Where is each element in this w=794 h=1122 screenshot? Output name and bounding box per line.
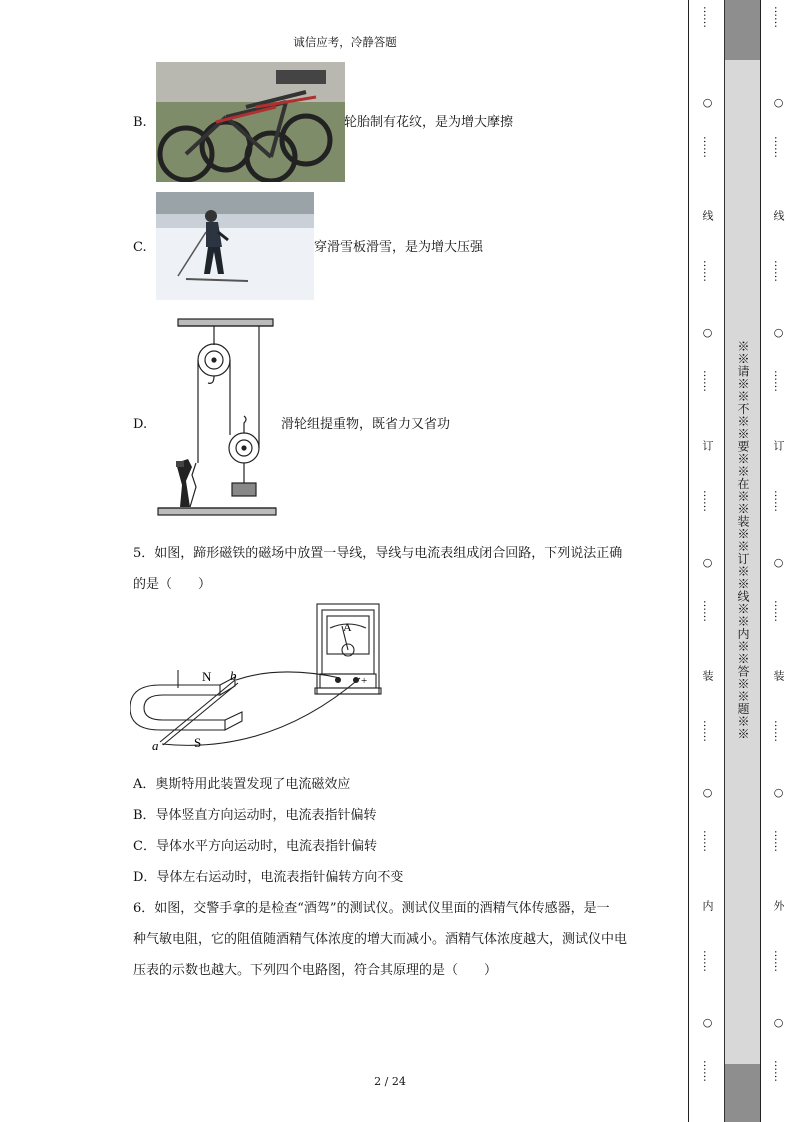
- q5-option-c: C．导体水平方向运动时，电流表指针偏转: [133, 839, 377, 854]
- outer-circle-5: ○: [772, 1016, 785, 1029]
- inner-mark-line: 线: [701, 210, 714, 221]
- q6-line1: 6．如图，交警手拿的是检查“酒驾”的测试仪。测试仪里面的酒精气体传感器，是一: [133, 901, 610, 916]
- binding-border-right: [760, 0, 761, 1122]
- inner-dots-6: ……: [701, 600, 714, 622]
- label-a: a: [152, 738, 159, 753]
- outer-circle-4: ○: [772, 786, 785, 799]
- inner-mark-nei: 内: [701, 900, 714, 911]
- inner-dots-10: ……: [701, 1060, 714, 1082]
- outer-dots-3: ……: [772, 260, 785, 282]
- outer-dots-4: ……: [772, 370, 785, 392]
- magnet-circuit-diagram: [130, 600, 390, 760]
- outer-dots-6: ……: [772, 600, 785, 622]
- inner-circle-3: ○: [701, 556, 714, 569]
- outer-mark-wai: 外: [772, 900, 785, 911]
- inner-dots-2: ……: [701, 136, 714, 158]
- outer-dots-1: ……: [772, 6, 785, 28]
- outer-circle-2: ○: [772, 326, 785, 339]
- header-slogan: 诚信应考，冷静答题: [293, 35, 397, 49]
- outer-mark-ding: 订: [772, 440, 785, 451]
- outer-mark-line: 线: [772, 210, 785, 221]
- q5-stem-line1: 5．如图，蹄形磁铁的磁场中放置一导线，导线与电流表组成闭合回路，下列说法正确: [133, 546, 623, 561]
- inner-dots-7: ……: [701, 720, 714, 742]
- option-d-text: 滑轮组提重物，既省力又省功: [281, 417, 451, 432]
- option-b-letter: B.: [133, 115, 147, 130]
- option-b-text: 轮胎制有花纹，是为增大摩擦: [344, 115, 514, 130]
- inner-mark-zhuang: 装: [701, 670, 714, 681]
- q6-line3: 压表的示数也越大。下列四个电路图，符合其原理的是（ ）: [133, 963, 498, 978]
- option-c-letter: C.: [133, 240, 147, 255]
- binding-dark-top: [724, 0, 760, 60]
- binding-border-left: [688, 0, 689, 1122]
- inner-dots-1: ……: [701, 6, 714, 28]
- outer-dots-5: ……: [772, 490, 785, 512]
- outer-circle-1: ○: [772, 96, 785, 109]
- outer-mark-zhuang: 装: [772, 670, 785, 681]
- inner-dots-9: ……: [701, 950, 714, 972]
- inner-dots-3: ……: [701, 260, 714, 282]
- binding-dark-bottom: [724, 1064, 760, 1122]
- q5-option-a: A．奥斯特用此装置发现了电流磁效应: [133, 777, 351, 792]
- inner-circle-4: ○: [701, 786, 714, 799]
- label-meter-a: A: [343, 620, 352, 634]
- bicycle-photo: [156, 62, 345, 182]
- binding-warning: ※※请※※不※※要※※在※※装※※订※※线※※内※※答※※题※※: [736, 340, 750, 740]
- outer-circle-3: ○: [772, 556, 785, 569]
- outer-dots-2: ……: [772, 136, 785, 158]
- pulley-diagram: [156, 315, 281, 523]
- inner-dots-5: ……: [701, 490, 714, 512]
- inner-circle-1: ○: [701, 96, 714, 109]
- inner-circle-2: ○: [701, 326, 714, 339]
- outer-dots-9: ……: [772, 950, 785, 972]
- inner-circle-5: ○: [701, 1016, 714, 1029]
- inner-mark-ding: 订: [701, 440, 714, 451]
- option-c-text: 穿滑雪板滑雪，是为增大压强: [314, 240, 484, 255]
- label-n: N: [202, 669, 212, 684]
- page-number: 2 / 24: [374, 1075, 406, 1088]
- label-s: S: [194, 735, 202, 750]
- q6-line2: 种气敏电阻，它的阻值随酒精气体浓度的增大而减小。酒精气体浓度越大，测试仪中电: [133, 932, 628, 947]
- q5-option-b: B．导体竖直方向运动时，电流表指针偏转: [133, 808, 377, 823]
- outer-dots-8: ……: [772, 830, 785, 852]
- binding-band-edge: [724, 0, 725, 1122]
- inner-dots-8: ……: [701, 830, 714, 852]
- outer-dots-10: ……: [772, 1060, 785, 1082]
- q5-option-d: D．导体左右运动时，电流表指针偏转方向不变: [133, 870, 404, 885]
- option-d-letter: D.: [133, 417, 148, 432]
- outer-dots-7: ……: [772, 720, 785, 742]
- label-plus: +: [361, 675, 368, 687]
- skier-photo: [156, 192, 314, 300]
- label-b: b: [230, 668, 237, 683]
- inner-dots-4: ……: [701, 370, 714, 392]
- q5-stem-line2: 的是（ ）: [133, 577, 212, 592]
